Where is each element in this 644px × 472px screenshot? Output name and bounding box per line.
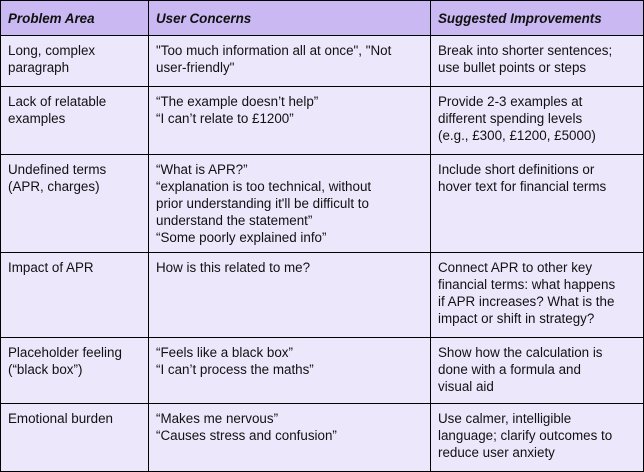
problem-cell: [1, 36, 149, 87]
improvement-line: Show how the calculation is: [438, 345, 603, 360]
concern-line: “I can’t process the maths”: [156, 362, 314, 377]
concerns-cell: [149, 87, 431, 155]
concern-line: “Makes me nervous”: [156, 411, 279, 426]
improvement-line: (e.g., £300, £1200, £5000): [438, 128, 596, 143]
table-row: [1, 36, 644, 87]
concern-line: user-friendly": [156, 60, 235, 75]
concern-line: “Feels like a black box”: [156, 345, 293, 360]
header-user-concerns: User Concerns: [149, 1, 431, 36]
table-row: [1, 155, 644, 253]
table-row: [1, 87, 644, 155]
problem-line: paragraph: [8, 60, 70, 75]
table-row: [1, 253, 644, 338]
problem-line: Lack of relatable: [8, 94, 107, 109]
improvement-line: different spending levels: [438, 111, 583, 126]
concerns-cell: [149, 36, 431, 87]
problem-cell: [1, 338, 149, 404]
header-row: [1, 1, 644, 36]
improvement-line: reduce user anxiety: [438, 445, 555, 460]
improvement-line: Include short definitions or: [438, 162, 595, 177]
improvement-line: done with a formula and: [438, 362, 581, 377]
header-problem-area: Problem Area: [1, 1, 149, 36]
improvement-line: if APR increases? What is the: [438, 294, 615, 309]
improvements-cell: [431, 155, 644, 253]
problem-line: Long, complex: [8, 43, 96, 58]
problem-line: Impact of APR: [8, 260, 94, 275]
problem-cell: [1, 87, 149, 155]
concern-line: “Causes stress and confusion”: [156, 428, 337, 443]
table-row: [1, 338, 644, 404]
concerns-cell: [149, 155, 431, 253]
improvement-line: Break into shorter sentences;: [438, 43, 613, 58]
improvement-line: hover text for financial terms: [438, 179, 607, 194]
concern-line: “explanation is too technical, without: [156, 179, 372, 194]
concerns-cell: [149, 338, 431, 404]
concern-line: “Some poorly explained info”: [156, 230, 327, 245]
improvement-line: financial terms: what happens: [438, 277, 616, 292]
concern-line: “What is APR?”: [156, 162, 248, 177]
problem-cell: [1, 404, 149, 472]
header-suggested-improvements: Suggested Improvements: [431, 1, 644, 36]
improvements-cell: [431, 36, 644, 87]
problem-cell: [1, 253, 149, 338]
improvement-line: language; clarify outcomes to: [438, 428, 613, 443]
problem-cell: [1, 155, 149, 253]
improvements-cell: [431, 253, 644, 338]
concern-line: “I can’t relate to £1200”: [156, 111, 294, 126]
concerns-cell: [149, 404, 431, 472]
improvement-line: Connect APR to other key: [438, 260, 593, 275]
concern-line: "Too much information all at once", "Not: [156, 43, 392, 58]
problem-line: Undefined terms: [8, 162, 107, 177]
problem-line: Emotional burden: [8, 411, 113, 426]
improvement-line: Provide 2-3 examples at: [438, 94, 583, 109]
problem-line: (“black box”): [8, 362, 83, 377]
problem-line: examples: [8, 111, 66, 126]
concern-line: understand the statement”: [156, 213, 313, 228]
improvement-line: Use calmer, intelligible: [438, 411, 572, 426]
improvements-cell: [431, 404, 644, 472]
improvements-cell: [431, 87, 644, 155]
table-row: [1, 404, 644, 472]
concern-line: prior understanding it'll be difficult to: [156, 196, 369, 211]
problem-line: (APR, charges): [8, 179, 100, 194]
concern-line: “The example doesn’t help”: [156, 94, 319, 109]
concern-line: How is this related to me?: [156, 260, 311, 275]
improvements-cell: [431, 338, 644, 404]
problem-line: Placeholder feeling: [8, 345, 122, 360]
improvement-line: use bullet points or steps: [438, 60, 587, 75]
improvement-line: impact or shift in strategy?: [438, 311, 595, 326]
improvement-line: visual aid: [438, 379, 494, 394]
concerns-cell: [149, 253, 431, 338]
